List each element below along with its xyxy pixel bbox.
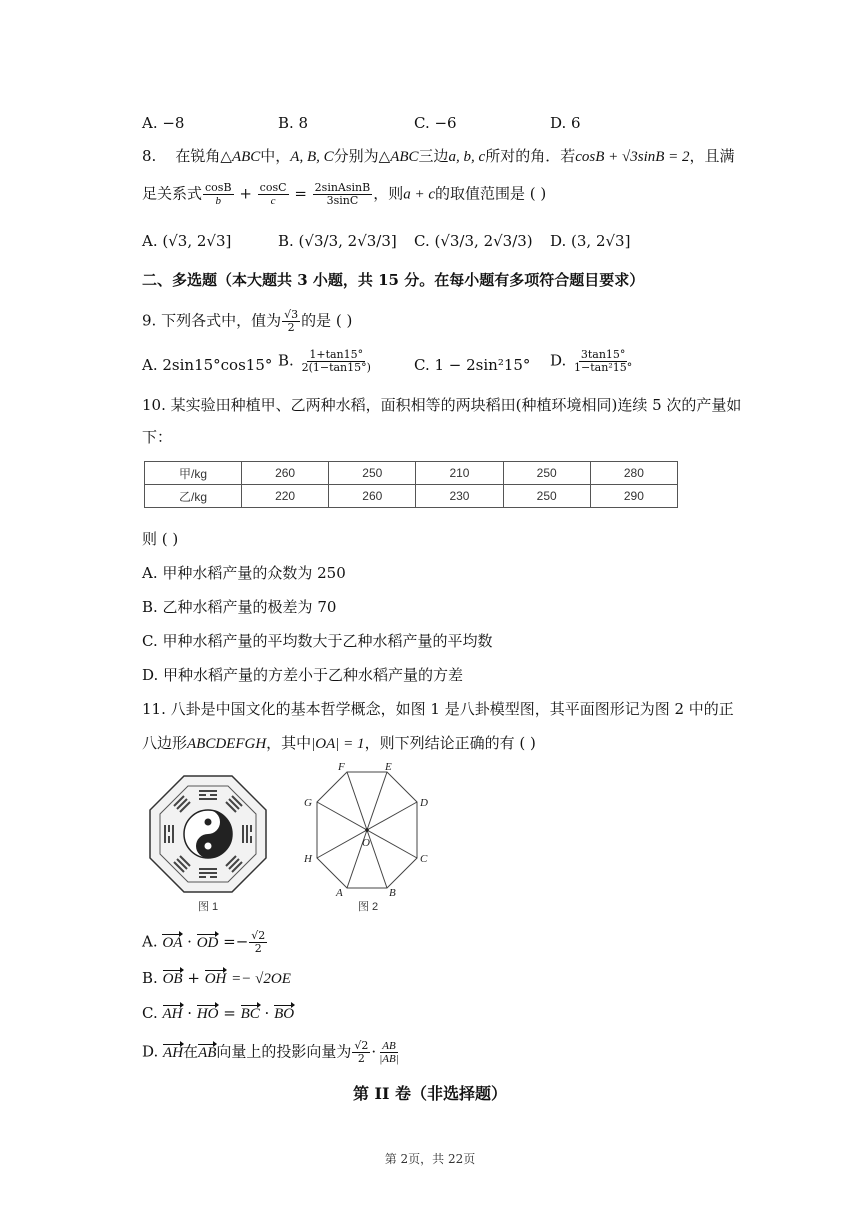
q11-stem-line2: 八边形ABCDEFGH，其中|OA| = 1，则下列结论正确的有 ( ): [142, 734, 536, 752]
figure-1-caption: 图 1: [198, 901, 219, 913]
vertex-label-o: O: [362, 837, 370, 849]
q8-option-c: C. (√3/3, 2√3/3): [414, 232, 533, 250]
table-cell: 250: [329, 462, 416, 485]
table-row: [145, 485, 678, 508]
table-cell: 260: [242, 462, 329, 485]
vertex-label-b: B: [389, 887, 396, 898]
table-cell: 210: [416, 462, 503, 485]
table-cell: 250: [503, 462, 590, 485]
q9-option-d: D. $\frac{3\tan 15^\circ}{\text{1−tan²15°}}$: [550, 348, 633, 374]
q10-option-c: C. 甲种水稻产量的平均数大于乙种水稻产量的平均数: [142, 632, 493, 650]
table-cell: 250: [503, 485, 590, 508]
table-cell: 乙/kg: [145, 485, 242, 508]
q10-stem-line2: 下：: [142, 428, 173, 446]
bagua-figure: [144, 770, 272, 900]
q9-option-b: B. $\frac{1+\tan 15^\circ}{2(1-\tan 15^\circ)}$: [278, 348, 371, 374]
q11-option-c: C. AH · HO = BC · BO: [142, 1004, 295, 1022]
q7-option-c: C. −6: [414, 114, 457, 132]
q8-stem-line1: 8. 在锐角△ABC中，A, B, C分别为△ABC三边a, b, c所对的角．若cosB + √3sinB = 2，且满: [142, 147, 735, 165]
section-title: 第 II 卷（非选择题）: [352, 1084, 508, 1103]
table-cell: 280: [590, 462, 677, 485]
q9-option-a: A. 2sin15°cos15°: [142, 356, 273, 374]
q10-option-b: B. 乙种水稻产量的极差为 70: [142, 598, 337, 616]
section-2-heading: 二、多选题（本大题共 3 小题，共 15 分。在每小题有多项符合题目要求）: [142, 271, 645, 289]
vertex-label-f: F: [338, 762, 345, 773]
table-row: [145, 462, 678, 485]
q11-stem-line1: 11. 八卦是中国文化的基本哲学概念，如图 1 是八卦模型图，其平面图形记为图 2 中的正: [142, 700, 734, 718]
q7-option-a: A. −8: [142, 114, 185, 132]
table-cell: 220: [242, 485, 329, 508]
vertex-label-g: G: [304, 797, 312, 809]
vertex-label-h: H: [304, 853, 312, 865]
vertex-label-c: C: [420, 853, 428, 865]
q10-stem-line1: 10. 某实验田种植甲、乙两种水稻，面积相等的两块稻田(种植环境相同)连续 5 次的产量如: [142, 396, 742, 414]
q8-option-a: A. (√3, 2√3]: [142, 232, 232, 250]
yield-table: [144, 461, 678, 508]
page-footer: 第 2页，共 22页: [384, 1152, 476, 1166]
q8-option-b: B. (√3/3, 2√3/3]: [278, 232, 397, 250]
vertex-label-e: E: [385, 762, 392, 773]
q9-stem: 9. 下列各式中，值为 $\frac{√3}{2}$ 的是 ( ): [142, 308, 353, 334]
q8-stem-line2: 足关系式 $\frac{\cos B}{b}$ + $\frac{\cos C}{c}$ = $\frac{\text{2sinAsinB}}{3\sin C}$ ，则a + c的取值范围是 ( ): [142, 181, 547, 207]
table-cell: 290: [590, 485, 677, 508]
q11-option-a: A. OA · OD =− $\frac{√2}{2}$: [142, 929, 266, 955]
q11-option-b: B. OB + OH =− √2OE: [142, 969, 291, 987]
q10-option-d: D. 甲种水稻产量的方差小于乙种水稻产量的方差: [142, 666, 464, 684]
vertex-label-d: D: [420, 797, 428, 809]
table-cell: 230: [416, 485, 503, 508]
q8-option-d: D. (3, 2√3]: [550, 232, 631, 250]
q11-option-d: D. AH在AB向量上的投影向量为 $\frac{√2}{2}$ · $\frac{AB}{|AB|}$: [142, 1039, 399, 1065]
q10-then: 则 ( ): [142, 530, 179, 548]
table-cell: 260: [329, 485, 416, 508]
q7-option-d: D. 6: [550, 114, 581, 132]
figure-2-caption: 图 2: [358, 901, 379, 913]
q7-option-b: B. 8: [278, 114, 309, 132]
table-cell: 甲/kg: [145, 462, 242, 485]
q9-option-c: C. 1 − 2sin²15°: [414, 356, 531, 374]
q10-option-a: A. 甲种水稻产量的众数为 250: [142, 564, 346, 582]
octagon-figure: [292, 762, 442, 898]
vertex-label-a: A: [336, 887, 343, 898]
